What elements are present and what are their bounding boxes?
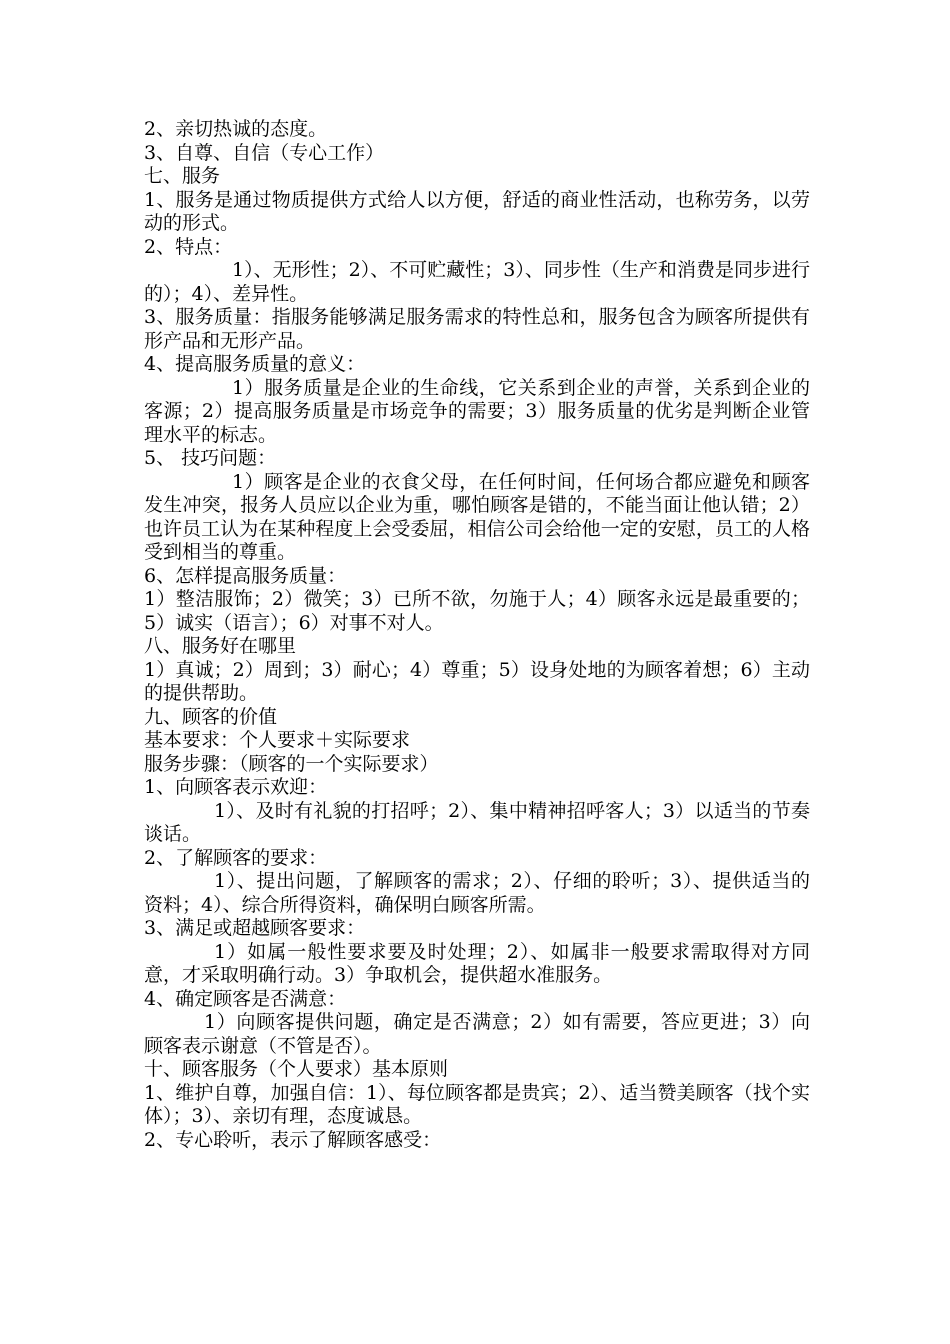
paragraph: 1）、及时有礼貌的打招呼；2）、集中精神招呼客人；3）以适当的节奏谈话。: [144, 799, 810, 845]
paragraph: 1）、无形性；2）、不可贮藏性；3）、同步性（生产和消费是同步进行的）；4）、差异性。: [144, 259, 810, 305]
paragraph: 1、向顾客表示欢迎：: [144, 776, 328, 798]
paragraph: 2、专心聆听，表示了解顾客感受：: [144, 1128, 442, 1151]
paragraph: 七、服务: [144, 165, 221, 187]
paragraph: 3、自尊、自信（专心工作）: [144, 141, 385, 164]
paragraph: 3、满足或超越顾客要求：: [144, 917, 366, 939]
paragraph: 3、服务质量：指服务能够满足服务需求的特性总和，服务包含为顾客所提供有形产品和无形产品。: [144, 306, 810, 352]
paragraph: 1）、提出问题，了解顾客的需求；2）、仔细的聆听；3）、提供适当的资料；4）、综合所得资料，确保明白顾客所需。: [144, 870, 810, 916]
paragraph: 基本要求：个人要求＋实际要求: [144, 729, 411, 751]
paragraph: 八、服务好在哪里: [144, 635, 297, 657]
paragraph: 4、确定顾客是否满意：: [144, 987, 347, 1010]
paragraph: 1、服务是通过物质提供方式给人以方便，舒适的商业性活动，也称劳务，以劳动的形式。: [144, 188, 810, 234]
paragraph: 1）向顾客提供问题，确定是否满意；2）如有需要，答应更进；3）向顾客表示谢意（不管是否）。: [144, 1011, 810, 1057]
paragraph: 1）如属一般性要求要及时处理；2）、如属非一般要求需取得对方同意，才采取明确行动。3）争取机会，提供超水准服务。: [144, 940, 810, 986]
paragraph: 1、维护自尊，加强自信：1）、每位顾客都是贵宾；2）、适当赞美顾客（找个实体）；3）、亲切有理，态度诚恳。: [144, 1081, 810, 1127]
paragraph: 2、亲切热诚的态度。: [144, 118, 328, 140]
paragraph: 1）真诚；2）周到；3）耐心；4）尊重；5）设身处地的为顾客着想；6）主动的提供帮助。: [144, 658, 810, 704]
paragraph: 6、怎样提高服务质量：: [144, 564, 347, 587]
paragraph: 5、 技巧问题：: [144, 447, 277, 469]
paragraph: 4、提高服务质量的意义：: [144, 353, 366, 375]
paragraph: 2、特点：: [144, 235, 233, 258]
paragraph: 服务步骤：（顾客的一个实际要求）: [144, 752, 439, 775]
paragraph: 十、顾客服务（个人要求）基本原则: [144, 1058, 449, 1080]
paragraph: 九、顾客的价值: [144, 705, 278, 728]
paragraph: 1）服务质量是企业的生命线，它关系到企业的声誉，关系到企业的客源；2）提高服务质量是市场竞争的需要；3）服务质量的优劣是判断企业管理水平的标志。: [144, 376, 810, 446]
paragraph: 2、了解顾客的要求：: [144, 846, 328, 869]
document-body: [144, 118, 810, 1152]
paragraph: 1）顾客是企业的衣食父母，在任何时间，任何场合都应避免和顾客发生冲突，报务人员应以企业为重，哪怕顾客是错的，不能当面让他认错；2）也许员工认为在某种程度上会受委屈，相信公司会给他一定的安慰，员工的人格受到相当的尊重。: [144, 470, 810, 563]
paragraph: 1）整洁服饰；2）微笑；3）已所不欲，勿施于人；4）顾客永远是最重要的；5）诚实（语言）；6）对事不对人。: [144, 588, 810, 634]
